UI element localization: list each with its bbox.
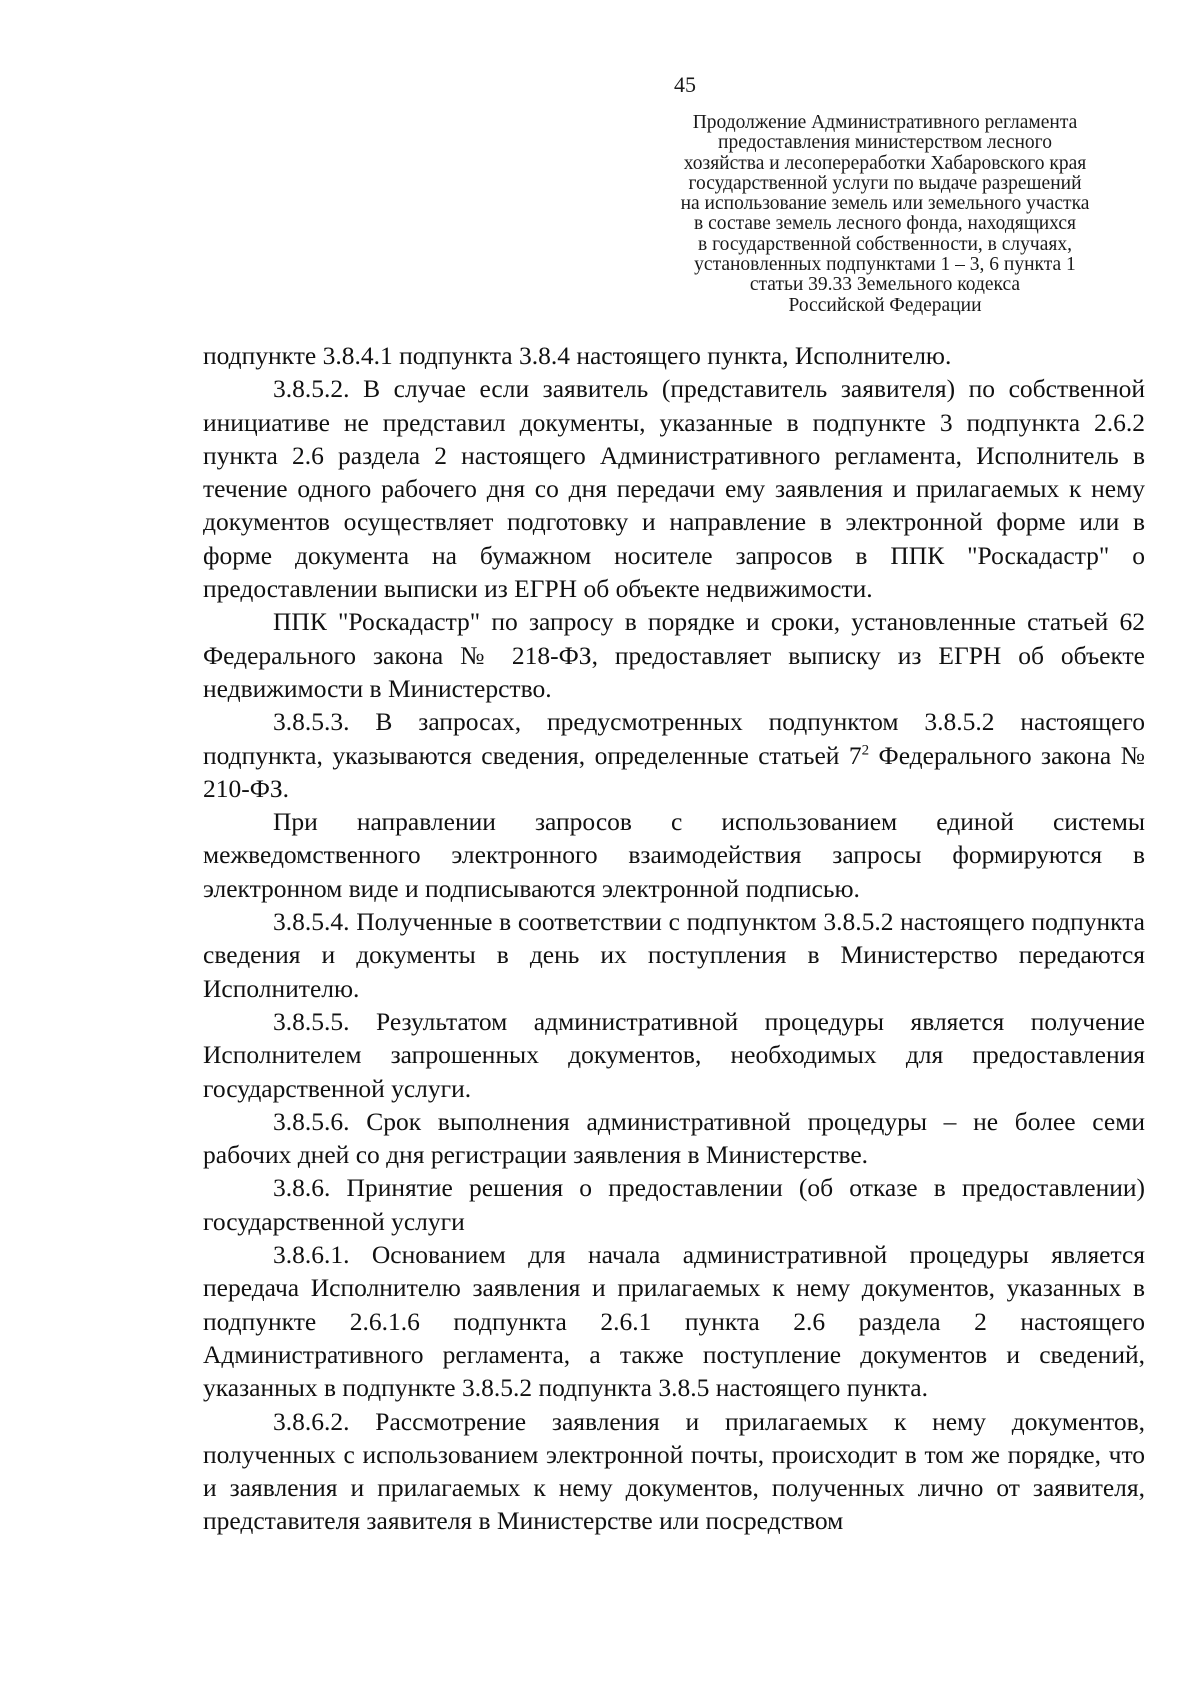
paragraph-3-8-5-2: 3.8.5.2. В случае если заявитель (представитель заявителя) по собственной инициативе не представил документы, указанные в подпункте 3 подпункта 2.6.2 пункта 2.6 раздела 2 настоящего Административного регламента, Исполнитель в течение одного рабочего дня со дня передачи ему заявления и прилагаемых к нему документов осуществляет подготовку и направление в электронной форме или в форме документа на бумажном носителе запросов в ППК "Роскадастр" о предоставлении выписки из ЕГРН об объекте недвижимости. (203, 374, 1145, 604)
paragraph-3-8-6: 3.8.6. Принятие решения о предоставлении (об отказе в предоставлении) государственной услуги (203, 1173, 1145, 1236)
header-line: хозяйства и лесопереработки Хабаровского края (683, 152, 1087, 174)
document-header (635, 113, 1135, 316)
paragraph-requests: При направлении запросов с использованием единой системы межведомственного электронного взаимодействия запросы формируются в электронном виде и подписываются электронной подписью. (203, 807, 1145, 903)
paragraph-3-8-6-1: 3.8.6.1. Основанием для начала административной процедуры является передача Исполнителю заявления и прилагаемых к нему документов, указанных в подпункте 2.6.1.6 подпункта 2.6.1 пункта 2.6 раздела 2 настоящего Административного регламента, а также поступление документов и сведений, указанных в подпункте 3.8.5.2 подпункта 3.8.5 настоящего пункта. (203, 1240, 1145, 1403)
paragraph-text: Федерального закона № 210-ФЗ. (203, 740, 1145, 803)
header-line: в государственной собственности, в случаях, (698, 233, 1072, 255)
paragraph-3-8-5-3 (203, 705, 1145, 805)
paragraph-continuation: подпункте 3.8.4.1 подпункта 3.8.4 настоящего пункта, Исполнителю. (203, 341, 952, 370)
paragraph-3-8-5-4: 3.8.5.4. Полученные в соответствии с подпунктом 3.8.5.2 настоящего подпункта сведения и документы в день их поступления в Министерство передаются Исполнителю. (203, 907, 1145, 1003)
header-line: государственной услуги по выдаче разрешений (688, 172, 1082, 194)
paragraph-text: 3.8.5.3. В запросах, предусмотренных подпунктом 3.8.5.2 настоящего подпункта, указываются сведения, определенные статьей 7 (203, 707, 1145, 770)
paragraph-3-8-5-5: 3.8.5.5. Результатом административной процедуры является получение Исполнителем запрошенных документов, необходимых для предоставления государственной услуги. (203, 1006, 1145, 1103)
header-line: в составе земель лесного фонда, находящихся (694, 213, 1076, 235)
header-line: предоставления министерством лесного (718, 132, 1052, 154)
document-body (203, 339, 1145, 1538)
header-line: установленных подпунктами 1 – 3, 6 пункта 1 (694, 254, 1076, 276)
header-line: на использование земель или земельного участка (680, 193, 1090, 215)
header-line: Российской Федерации (788, 294, 982, 316)
superscript: 2 (861, 742, 870, 759)
paragraph-3-8-5-6: 3.8.5.6. Срок выполнения административной процедуры – не более семи рабочих дней со дня регистрации заявления в Министерстве. (203, 1106, 1145, 1170)
paragraph-roskadastr: ППК "Роскадастр" по запросу в порядке и сроки, установленные статьей 62 Федерального закона № 218-ФЗ, предоставляет выписку из ЕГРН об объекте недвижимости в Министерство. (203, 607, 1145, 703)
header-line: статьи 39.33 Земельного кодекса (749, 274, 1021, 296)
paragraph-3-8-6-2: 3.8.6.2. Рассмотрение заявления и прилагаемых к нему документов, полученных с использованием электронной почты, происходит в том же порядке, что и заявления и прилагаемых к нему документов, полученных лично от заявителя, представителя заявителя в Министерстве или посредством (203, 1406, 1145, 1536)
header-line: Продолжение Административного регламента (692, 112, 1078, 133)
page-number: 45 (674, 72, 696, 97)
